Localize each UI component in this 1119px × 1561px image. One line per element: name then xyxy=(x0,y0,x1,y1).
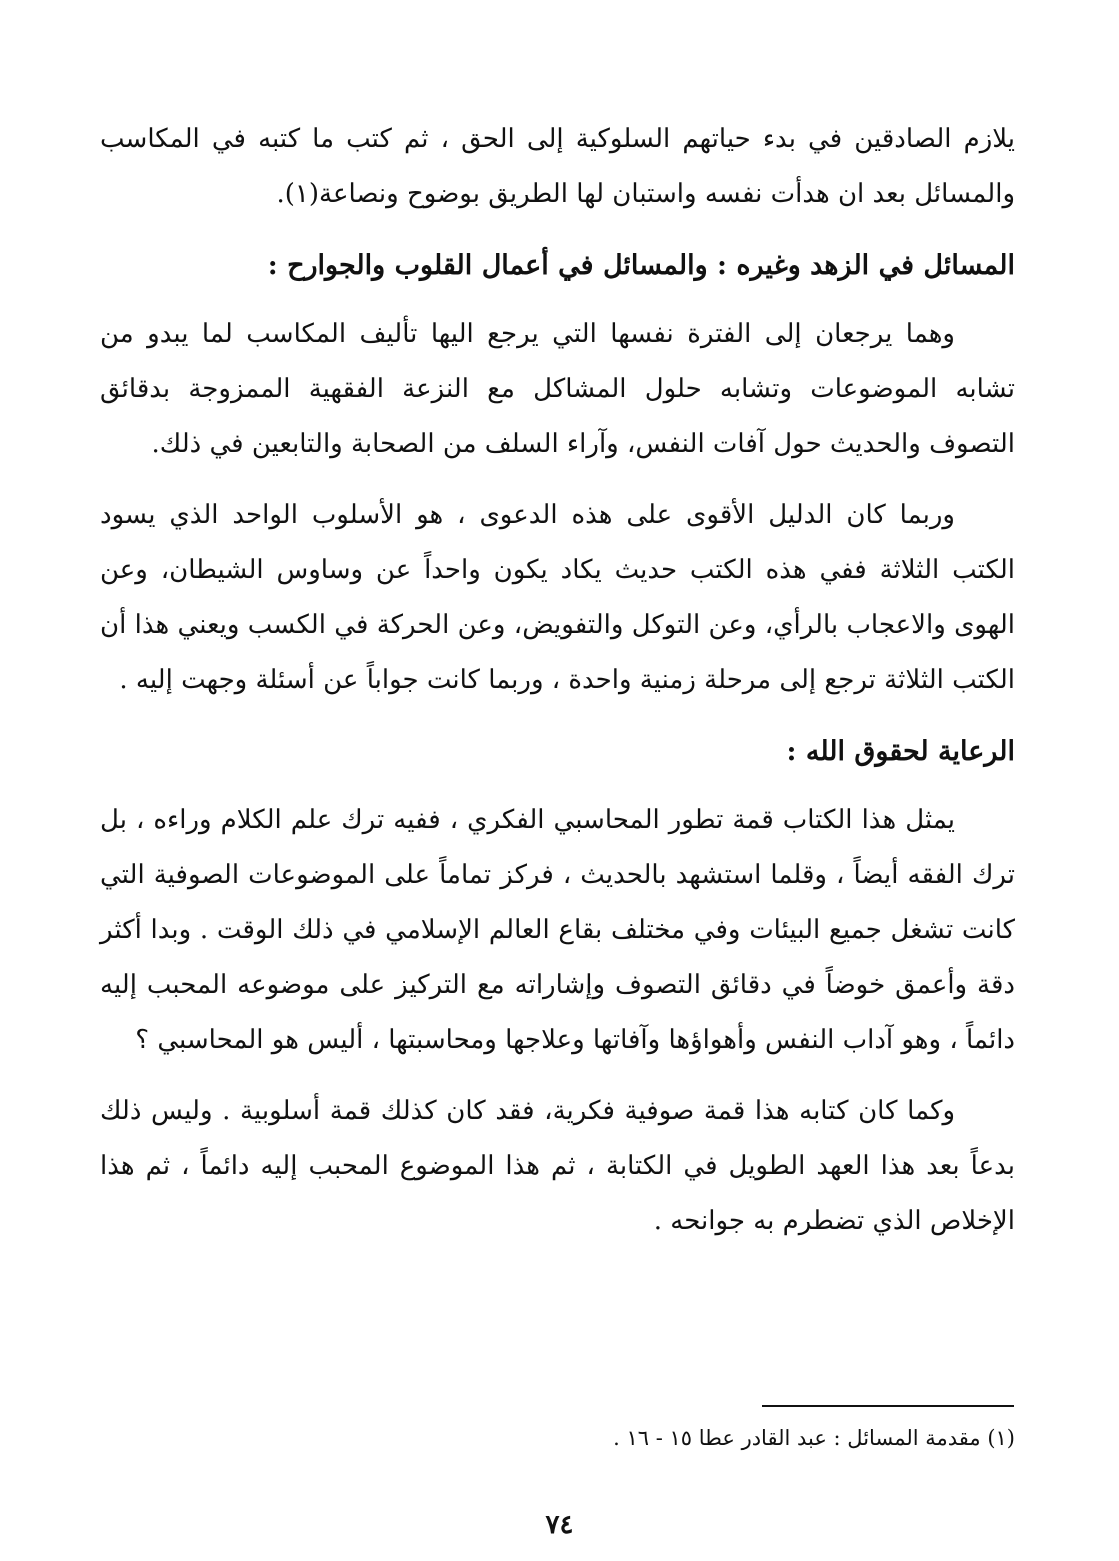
paragraph-1: يلازم الصادقين في بدء حياتهم السلوكية إلى الحق ، ثم كتب ما كتبه في المكاسب والمسائل بعد ان هدأت نفسه واستبان لها الطريق بوضوح ونصاعة(١). xyxy=(100,124,1015,209)
section-heading-riaya: الرعاية لحقوق الله : xyxy=(786,736,1015,767)
paragraph-3: وربما كان الدليل الأقوى على هذه الدعوى ، هو الأسلوب الواحد الذي يسود الكتب الثلاثة ففي هذه الكتب حديث يكاد يكون واحداً عن وساوس الشيطان، وعن الهوى والاعجاب بالرأي، وعن التوكل والتفويض، وعن الحركة في الكسب ويعني هذا أن الكتب الثلاثة ترجع إلى مرحلة زمنية واحدة ، وربما كانت جواباً عن أسئلة وجهت إليه . xyxy=(100,500,1015,695)
paragraph-2: وهما يرجعان إلى الفترة نفسها التي يرجع اليها تأليف المكاسب لما يبدو من تشابه الموضوعات وتشابه حلول المشاكل مع النزعة الفقهية الممزوجة بدقائق التصوف والحديث حول آفات النفس، وآراء السلف من الصحابة والتابعين في ذلك. xyxy=(100,319,1015,459)
page-number: ٧٤ xyxy=(545,1510,574,1540)
footnote: (١) مقدمة المسائل : عبد القادر عطا ١٥ - ١٦ . xyxy=(613,1426,1015,1450)
section-heading-masail: المسائل في الزهد وغيره : والمسائل في أعمال القلوب والجوارح : xyxy=(267,250,1015,281)
page-body xyxy=(100,112,1015,1265)
footnote-divider xyxy=(762,1405,1014,1407)
paragraph-5: وكما كان كتابه هذا قمة صوفية فكرية، فقد كان كذلك قمة أسلوبية . وليس ذلك بدعاً بعد هذا العهد الطويل في الكتابة ، ثم هذا الموضوع المحبب إليه دائماً ، ثم هذا الإخلاص الذي تضطرم به جوانحه . xyxy=(100,1096,1015,1236)
paragraph-4: يمثل هذا الكتاب قمة تطور المحاسبي الفكري ، ففيه ترك علم الكلام وراءه ، بل ترك الفقه أيضاً ، وقلما استشهد بالحديث ، فركز تماماً على الموضوعات الصوفية التي كانت تشغل جميع البيئات وفي مختلف بقاع العالم الإسلامي في ذلك الوقت . وبدا أكثر دقة وأعمق خوضاً في دقائق التصوف وإشاراته مع التركيز على موضوعه المحبب إليه دائماً ، وهو آداب النفس وأهواؤها وآفاتها وعلاجها ومحاسبتها ، أليس هو المحاسبي ؟ xyxy=(100,805,1015,1055)
